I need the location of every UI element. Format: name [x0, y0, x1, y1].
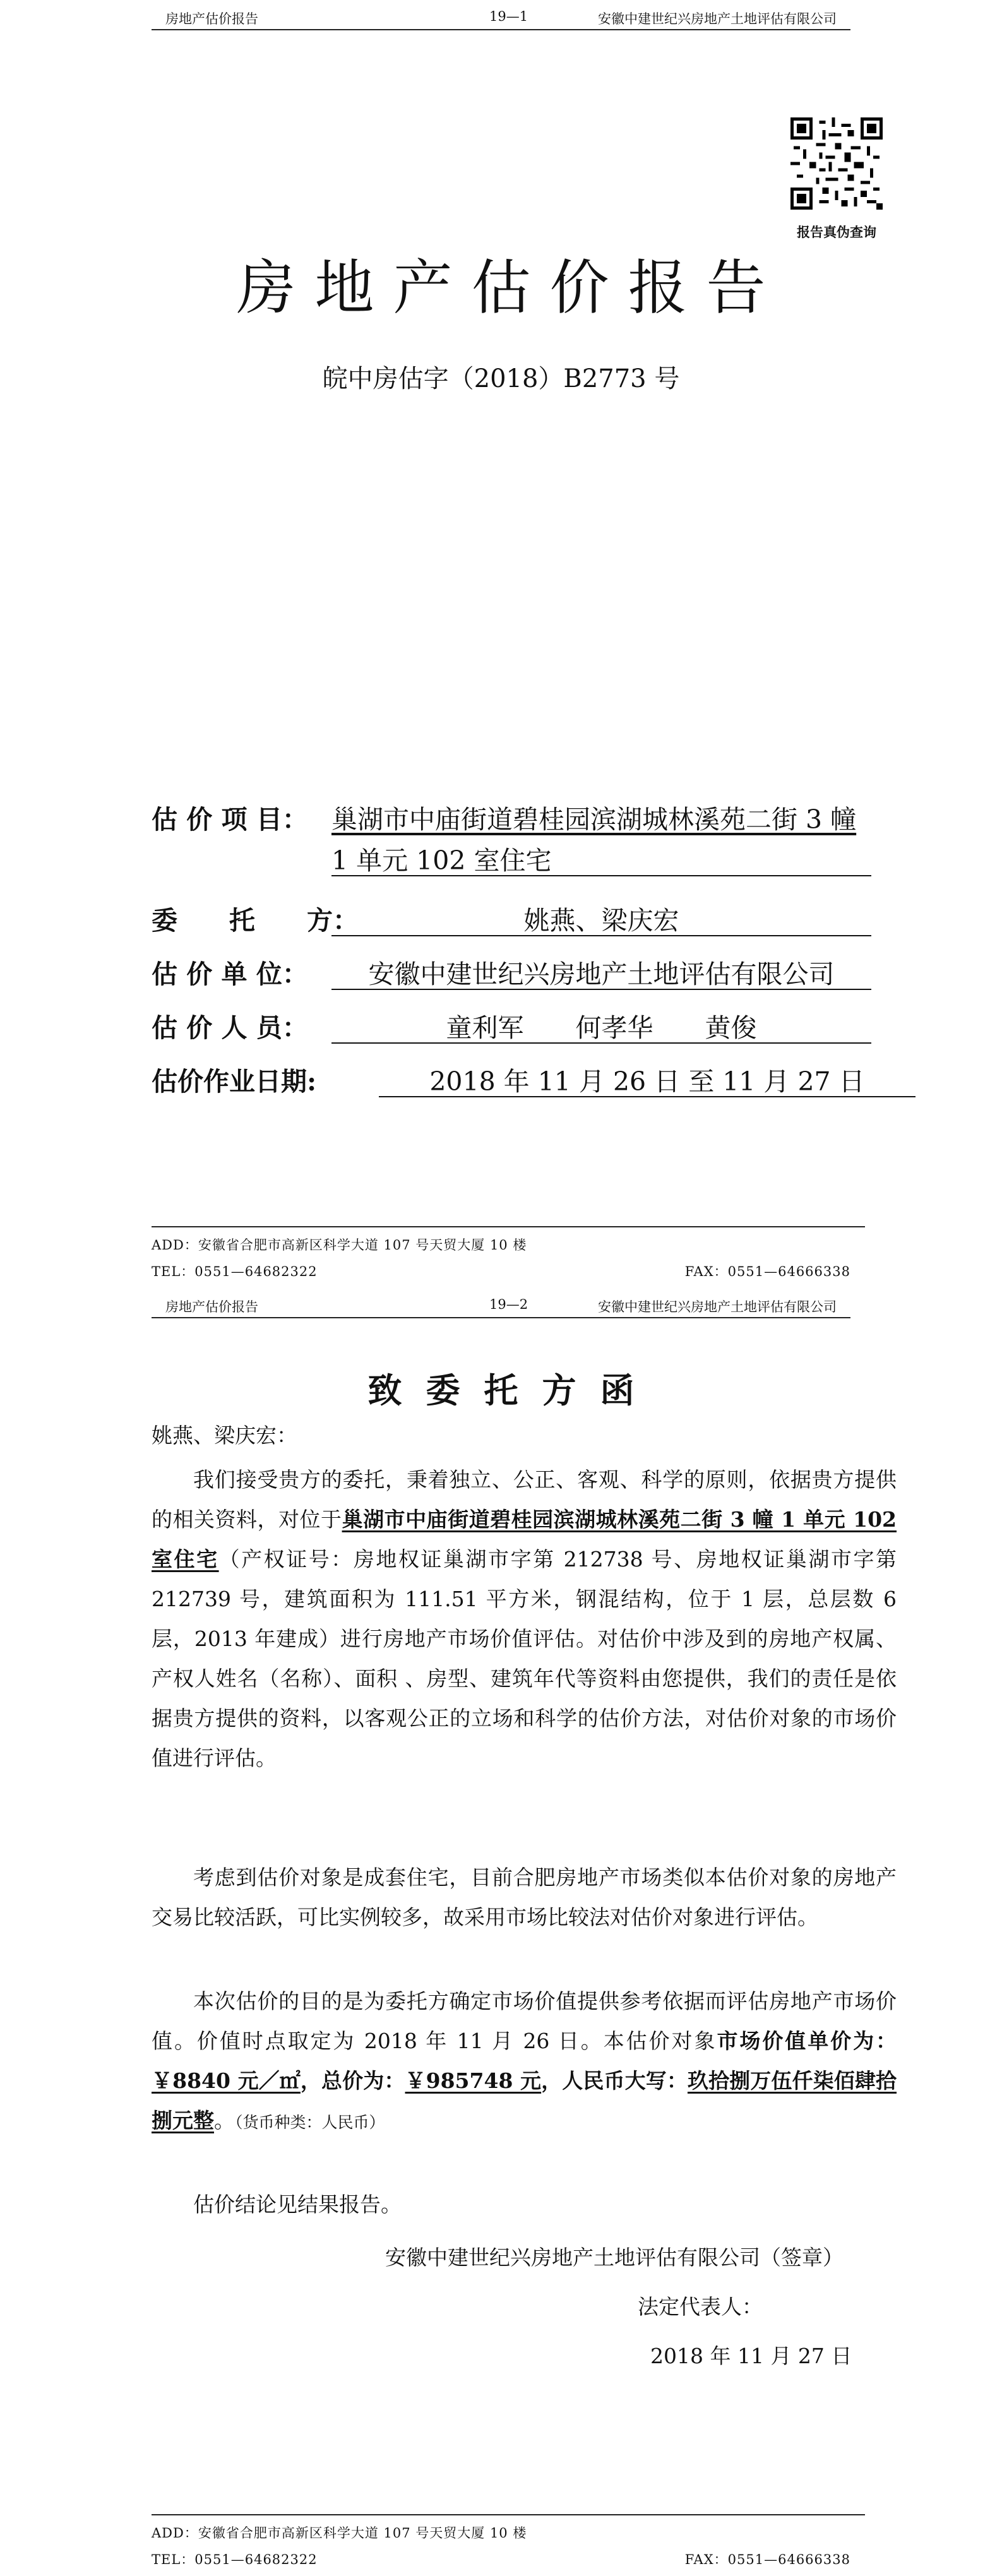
footer-address: ADD：安徽省合肥市高新区科学大道 107 号天贸大厦 10 楼 — [152, 2525, 527, 2541]
client-value: 姚燕、梁庆宏 — [331, 900, 871, 936]
date-value: 2018 年 11 月 26 日 至 11 月 27 日 — [379, 1061, 916, 1097]
cover-page: 房地产估价报告 19—1 安徽中建世纪兴房地产土地评估有限公司 报告真伪查询 房地产估价报告 皖中房估字（2018）B2773 号 估 价 项 目： 巢湖市中庙街道碧桂园滨湖城林溪苑二街 3 幢 1 单元 102 室住宅 委 托 方： 姚燕、梁庆宏 估 价 单 位： 安徽中建世纪兴房地产土地评估有限公司 估 价 人 员： 童利军 何孝华 黄俊 估价作业日期: 2018 年 11 月 26 日 至 11 月 27 日 ADD：安徽省合肥市高新区科学大道 107 号天贸大厦 10 楼 TEL：0551—64682322 FAX：0551—64666338 — [0, 0, 1002, 1288]
header-page-number: 19—1 — [489, 9, 528, 24]
document-number: 皖中房估字（2018）B2773 号 — [322, 364, 680, 393]
report-title: 房地产估价报告 — [236, 254, 785, 323]
client-label: 委 托 方： — [152, 905, 359, 936]
unit-value: 安徽中建世纪兴房地产土地评估有限公司 — [331, 953, 871, 990]
paragraph-4: 估价结论见结果报告。 — [193, 2192, 402, 2217]
staff-value: 童利军 何孝华 黄俊 — [331, 1007, 871, 1044]
price-in-words: 玖拾捌万伍仟柒佰肆拾捌元整 — [152, 2068, 897, 2133]
paragraph-1: 我们接受贵方的委托，秉着独立、公正、客观、科学的原则，依据贵方提供的相关资料，对位于巢湖市中庙街道碧桂园滨湖城林溪苑二街 3 幢 1 单元 102 室住宅（产权证号：房地权证巢湖市字第 212738 号、房地权证巢湖市字第 212739 号，建筑面积为 111.51 平方米，钢混结构，位于 1 层，总层数 6 层，2013 年建成）进行房地产市场价值评估。对估价中涉及到的房地产权属、产权人姓名（名称）、面积 、房型、建筑年代等资料由您提供，我们的责任是依据贵方提供的资料，以客观公正的立场和科学的估价方法，对估价对象的市场价值进行评估。 — [152, 1467, 897, 1770]
signing-company: 安徽中建世纪兴房地产土地评估有限公司（签章） — [385, 2245, 844, 2270]
running-header — [152, 1293, 850, 1318]
footer-divider — [152, 1226, 865, 1227]
footer-fax: FAX：0551—64666338 — [684, 2552, 850, 2567]
staff-label: 估 价 人 员： — [152, 1013, 308, 1043]
date-label: 估价作业日期: — [152, 1066, 317, 1097]
footer-tel: TEL：0551—64682322 — [152, 2552, 318, 2567]
unit-label: 估 价 单 位： — [152, 959, 308, 989]
footer-address: ADD：安徽省合肥市高新区科学大道 107 号天贸大厦 10 楼 — [152, 1237, 527, 1253]
running-header — [152, 5, 850, 30]
currency-note: （货币种类：人民币） — [235, 2113, 385, 2132]
header-left: 房地产估价报告 — [165, 11, 258, 27]
header-right: 安徽中建世纪兴房地产土地评估有限公司 — [598, 11, 837, 27]
project-label: 估 价 项 目： — [152, 804, 308, 835]
letter-date: 2018 年 11 月 27 日 — [650, 2344, 852, 2368]
paragraph-3: 本次估价的目的是为委托方确定市场价值提供参考依据而评估房地产市场价值。价值时点取定为 2018 年 11 月 26 日。本估价对象市场价值单价为：￥8840 元／㎡，总价为：￥985748 元，人民币大写：玖拾捌万伍仟柒佰肆拾捌元整。（货币种类：人民币） — [152, 1989, 897, 2133]
footer-tel: TEL：0551—64682322 — [152, 1264, 318, 1279]
footer-divider — [152, 2514, 865, 2515]
valued-property: 巢湖市中庙街道碧桂园滨湖城林溪苑二街 3 幢 1 单元 102 室住宅 — [152, 1507, 897, 1571]
header-right: 安徽中建世纪兴房地产土地评估有限公司 — [598, 1299, 837, 1315]
unit-price: ￥8840 元／㎡ — [152, 2068, 301, 2093]
header-page-number: 19—2 — [489, 1297, 528, 1312]
footer-fax: FAX：0551—64666338 — [684, 1264, 850, 1279]
project-value-line2: 1 单元 102 室住宅 — [331, 840, 871, 876]
legal-representative: 法定代表人： — [638, 2294, 763, 2319]
paragraph-2: 考虑到估价对象是成套住宅，目前合肥房地产市场类似本估价对象的房地产交易比较活跃，可比实例较多，故采用市场比较法对估价对象进行评估。 — [152, 1865, 897, 1929]
qr-caption: 报告真伪查询 — [797, 224, 876, 240]
header-left: 房地产估价报告 — [165, 1299, 258, 1315]
salutation: 姚燕、梁庆宏： — [152, 1423, 297, 1448]
letter-title: 致委托方函 — [367, 1370, 659, 1410]
qr-code[interactable] — [790, 117, 883, 210]
total-price: ￥985748 元 — [405, 2068, 542, 2093]
